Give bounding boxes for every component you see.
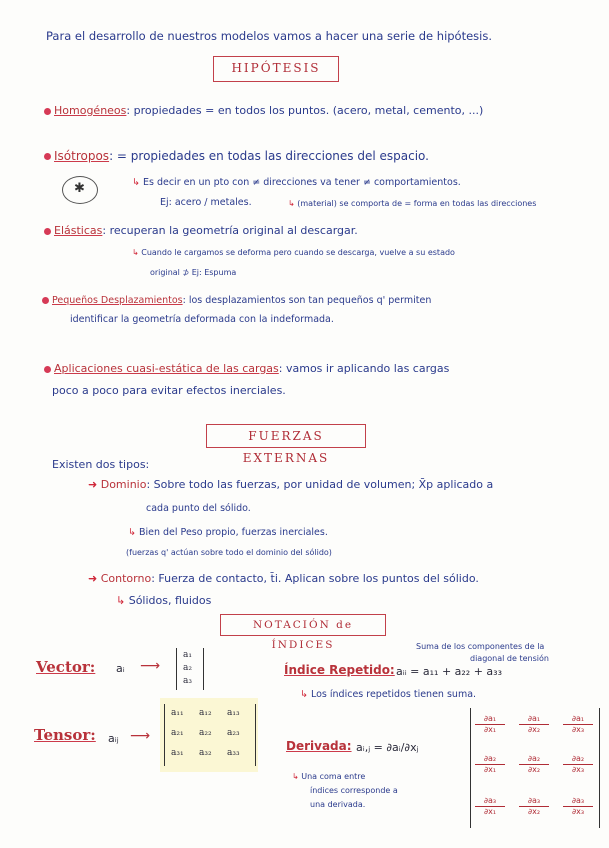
contorno-desc: : Fuerza de contacto, t̄i. Aplican sobre los puntos del sólido. (151, 572, 479, 585)
indice-label: Índice Repetido: (284, 663, 395, 677)
elasticas-item (44, 224, 358, 237)
dominio-item (88, 478, 493, 491)
dominio-note: ↳ Bien del Peso propio, fuerzas inerciales. (128, 527, 328, 538)
arrow-icon: ↳ (128, 527, 139, 538)
indice-note: ↳ Los índices repetidos tienen suma. (300, 689, 477, 700)
aplicaciones-item (44, 362, 449, 375)
derivada-note: ↳ Una coma entre (292, 772, 366, 781)
derivada-formula: aᵢ,ⱼ = ∂aᵢ/∂xⱼ (356, 741, 419, 754)
isotropos-note2: ↳ (material) se comporta de = forma en todas las direcciones (288, 199, 537, 208)
arrow-icon: ↳ (300, 689, 311, 700)
matrix-cell: ∂a₂ ∂x₁ (475, 754, 505, 775)
contorno-item (88, 572, 479, 585)
hipotesis-title: HIPÓTESIS (213, 56, 339, 82)
bullet-icon (44, 228, 51, 235)
bullet-icon (44, 366, 51, 373)
indice-side-note2: diagonal de tensión (470, 654, 549, 663)
elasticas-desc: : recuperan la geometría original al descargar. (102, 224, 358, 237)
contorno-line2: ↳ Sólidos, fluidos (116, 594, 212, 607)
indice-formula: aᵢᵢ = a₁₁ + a₂₂ + a₃₃ (396, 665, 502, 678)
aplicaciones-line2: poco a poco para evitar efectos inerciales. (52, 384, 286, 397)
matrix-cell: ∂a₁ ∂x₂ (519, 714, 549, 735)
derivada-note2: índices corresponde a (310, 786, 398, 795)
indice-side-note: Suma de los componentes de la (416, 642, 545, 651)
isotropos-item (44, 150, 429, 163)
arrow-icon: ↳ (132, 177, 143, 188)
stress-point-sketch-icon (62, 176, 98, 204)
arrow-icon: ➜ (88, 572, 101, 585)
elasticas-example: original ⊅ Ej: Espuma (150, 268, 237, 277)
star-icon: ✱ (74, 181, 85, 196)
matrix-cell: ∂a₂ ∂x₂ (519, 754, 549, 775)
matrix-cell: a₃ (183, 676, 192, 686)
derivada-label: Derivada: (286, 739, 352, 753)
matrix-cell: a₂₂ (199, 728, 212, 738)
matrix-cell: a₂₁ (171, 728, 184, 738)
bullet-icon (44, 153, 51, 160)
isotropos-note: ↳ Es decir en un pto con ≠ direcciones va tener ≠ comportamientos. (132, 177, 461, 188)
arrow-icon: ↳ (288, 199, 298, 208)
arrow-icon: ↳ (116, 594, 129, 607)
homogeneos-desc: : propiedades = en todos los puntos. (acero, metal, cemento, ...) (126, 104, 484, 117)
notacion-indices-title: NOTACIÓN de ÍNDICES (220, 614, 386, 636)
matrix-cell: a₁₂ (199, 708, 212, 718)
tensor-label: Tensor: (34, 726, 96, 744)
elasticas-note: ↳ Cuando le cargamos se deforma pero cuando se descarga, vuelve a su estado (132, 248, 455, 257)
matrix-cell: ∂a₃ ∂x₁ (475, 796, 505, 817)
matrix-cell: ∂a₁ ∂x₃ (563, 714, 593, 735)
matrix-cell: a₁₁ (171, 708, 184, 718)
bullet-icon (42, 297, 49, 304)
dominio-note2: (fuerzas q' actúan sobre todo el dominio del sólido) (126, 548, 332, 557)
derivative-matrix (470, 708, 600, 828)
dominio-line2: cada punto del sólido. (146, 503, 251, 514)
pequenos-term: Pequeños Desplazamientos (52, 295, 183, 306)
vector-matrix (176, 648, 204, 690)
matrix-cell: ∂a₃ ∂x₂ (519, 796, 549, 817)
contorno-term: Contorno (100, 572, 152, 585)
isotropos-example: Ej: acero / metales. (160, 197, 252, 208)
matrix-cell: a₂₃ (227, 728, 240, 738)
fuerzas-intro: Existen dos tipos: (52, 458, 150, 471)
arrow-icon: ⟶ (130, 728, 151, 744)
matrix-cell: ∂a₁ ∂x₁ (475, 714, 505, 735)
bullet-icon (44, 108, 51, 115)
matrix-cell: a₃₁ (171, 748, 184, 758)
matrix-cell: ∂a₃ ∂x₃ (563, 796, 593, 817)
fuerzas-externas-title: FUERZAS EXTERNAS (206, 424, 366, 448)
matrix-cell: a₁₃ (227, 708, 240, 718)
homogeneos-term: Homogéneos (54, 104, 127, 117)
dominio-desc: : Sobre todo las fuerzas, por unidad de volumen; X̄p aplicado a (146, 478, 494, 491)
pequenos-line2: identificar la geometría deformada con la indeformada. (70, 314, 334, 325)
vector-symbol: aᵢ (116, 662, 125, 675)
arrow-icon: ↳ (132, 248, 142, 257)
pequenos-item (42, 294, 431, 307)
intro-text: Para el desarrollo de nuestros modelos vamos a hacer una serie de hipótesis. (46, 29, 493, 43)
arrow-icon: ➜ (88, 478, 101, 491)
tensor-matrix (164, 704, 256, 766)
matrix-cell: a₃₃ (227, 748, 240, 758)
isotropos-term: Isótropos (54, 149, 110, 163)
vector-label: Vector: (36, 658, 96, 676)
homogeneos-item (44, 104, 483, 117)
matrix-cell: a₃₂ (199, 748, 212, 758)
pequenos-desc: : los desplazamientos son tan pequeños q' permiten (182, 295, 432, 306)
arrow-icon: ⟶ (140, 658, 161, 674)
dominio-term: Dominio (100, 478, 147, 491)
matrix-cell: ∂a₂ ∂x₃ (563, 754, 593, 775)
matrix-cell: a₂ (183, 663, 192, 673)
derivada-note3: una derivada. (310, 800, 366, 809)
isotropos-desc: : = propiedades en todas las direcciones del espacio. (109, 149, 429, 163)
aplicaciones-desc: : vamos ir aplicando las cargas (278, 362, 450, 375)
arrow-icon: ↳ (292, 772, 302, 781)
elasticas-term: Elásticas (54, 224, 103, 237)
matrix-cell: a₁ (183, 650, 192, 660)
tensor-symbol: aᵢⱼ (108, 732, 119, 745)
aplicaciones-term: Aplicaciones cuasi-estática de las cargas (54, 362, 279, 375)
